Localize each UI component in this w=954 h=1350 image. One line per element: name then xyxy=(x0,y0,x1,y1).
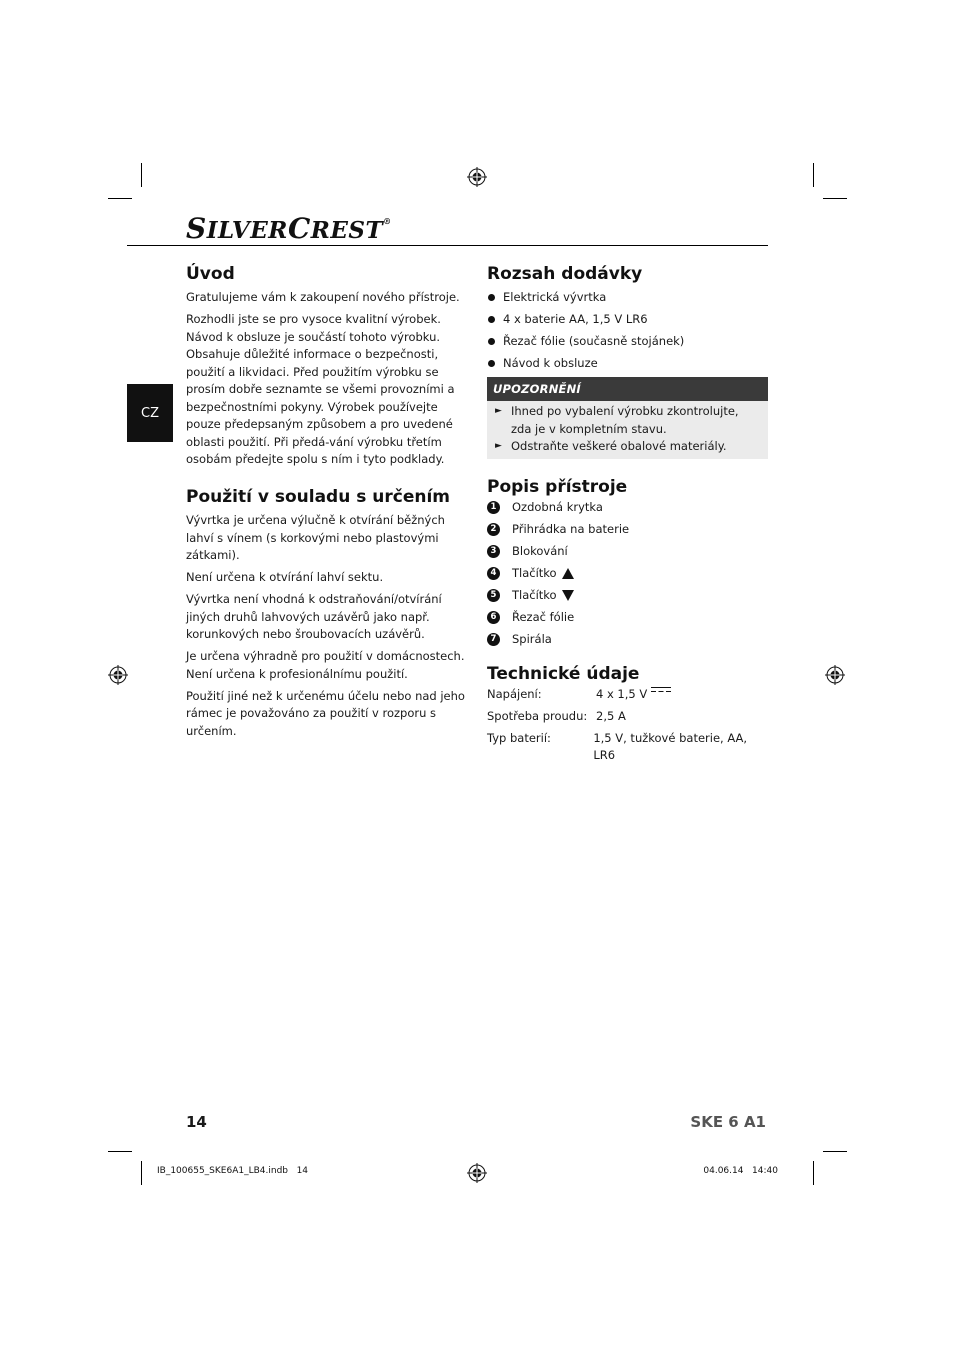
crop-mark xyxy=(823,198,847,199)
list-item: 6 Řezač fólie xyxy=(487,609,768,627)
section-title-use: Použití v souladu s určením xyxy=(186,487,450,507)
direct-current-icon xyxy=(651,686,671,694)
right-column xyxy=(487,262,768,769)
paragraph: Je určena výhradně pro použití v domácnostech. Není určena k profesionálnímu použití. xyxy=(186,649,465,681)
list-item: 1 Ozdobná krytka xyxy=(487,499,768,517)
crop-mark xyxy=(141,1161,142,1185)
paragraph: Gratulujeme vám k zakoupení nového přístroje. xyxy=(186,290,460,304)
number-badge: 5 xyxy=(487,589,500,602)
registration-mark-icon xyxy=(108,665,128,685)
warning-item: ► Ihned po vybalení výrobku zkontrolujte, zda je v kompletním stavu. xyxy=(495,404,739,436)
list-item: 3 Blokování xyxy=(487,543,768,561)
section-title-description: Popis přístroje xyxy=(487,476,628,497)
paragraph: Rozhodli jste se pro vysoce kvalitní výrobek. Návod k obsluze je součástí tohoto výrobku. Obsahuje důležité informace o bezpečnosti, použití a likvidaci. Před použitím výrobku se prosím dobře seznamte se všemi provozními a bezpečnostními pokyny. Výrobek používejte pouze předepsaným způsobem a pro uvedené oblasti použití. Při předá-vání výrobku třetím osobám předejte spolu s ním i tyto podklady. xyxy=(186,312,455,466)
header-rule xyxy=(127,245,768,246)
number-badge: 4 xyxy=(487,567,500,580)
number-badge: 6 xyxy=(487,611,500,624)
triangle-down-icon xyxy=(562,590,574,601)
registration-mark-icon xyxy=(467,167,487,187)
arrow-right-icon: ► xyxy=(495,441,502,451)
crop-mark xyxy=(823,1151,847,1152)
paragraph: Použití jiné než k určenému účelu nebo nad jeho rámec je považováno za použití v rozporu s určením. xyxy=(186,688,465,738)
warning-box xyxy=(487,377,768,459)
list-item: 7 Spirála xyxy=(487,631,768,649)
list-item: 2 Přihrádka na baterie xyxy=(487,521,768,539)
list-item: Elektrická vývrtka xyxy=(487,289,768,307)
paragraph: Vývrtka není vhodná k odstraňování/otvírání jiných druhů lahvových uzávěrů jako např. korunkových nebo šroubovacích uzávěrů. xyxy=(186,592,442,641)
paragraph: Není určena k otvírání lahví sektu. xyxy=(186,570,384,584)
warning-item: ► Odstraňte veškeré obalové materiály. xyxy=(487,438,768,459)
crop-mark xyxy=(141,163,142,187)
page-number: 14 xyxy=(186,1113,207,1131)
print-slug-date: 04.06.14 14:40 xyxy=(703,1166,778,1176)
print-slug-file: IB_100655_SKE6A1_LB4.indb 14 xyxy=(157,1166,309,1176)
list-item: 4 x baterie AA, 1,5 V LR6 xyxy=(487,311,768,329)
crop-mark xyxy=(108,198,132,199)
number-badge: 7 xyxy=(487,633,500,646)
list-item: 5 Tlačítko xyxy=(487,587,768,605)
crop-mark xyxy=(813,1161,814,1185)
section-title-delivery: Rozsah dodávky xyxy=(487,264,643,284)
spec-row: Napájení: 4 x 1,5 V xyxy=(487,686,768,704)
model-number: SKE 6 A1 xyxy=(690,1113,766,1131)
number-badge: 3 xyxy=(487,545,500,558)
crop-mark xyxy=(813,163,814,187)
list-item: 4 Tlačítko xyxy=(487,565,768,583)
paragraph: Vývrtka je určena výlučně k otvírání běžných lahví s vínem (s korkovými nebo plastovými zátkami). xyxy=(186,513,445,562)
list-item: Řezač fólie (současně stojánek) xyxy=(487,333,768,351)
brand-logo: SILVERCREST® xyxy=(186,212,392,245)
section-title-intro: Úvod xyxy=(186,264,235,284)
list-item: Návod k obsluze xyxy=(487,355,768,373)
section-title-tech: Technické údaje xyxy=(487,663,640,684)
registration-mark-icon xyxy=(825,665,845,685)
spec-row: Spotřeba proudu: 2,5 A xyxy=(487,708,626,723)
number-badge: 2 xyxy=(487,523,500,536)
left-column xyxy=(186,262,468,745)
language-tab: CZ xyxy=(127,384,173,442)
arrow-right-icon: ► xyxy=(495,406,502,416)
warning-title: UPOZORNĚNÍ xyxy=(487,377,768,401)
registration-mark-icon xyxy=(467,1163,487,1183)
triangle-up-icon xyxy=(562,568,574,579)
number-badge: 1 xyxy=(487,501,500,514)
spec-row: Typ baterií: 1,5 V, tužkové baterie, AA, LR6 xyxy=(487,730,748,762)
delivery-list xyxy=(487,289,768,373)
crop-mark xyxy=(108,1151,132,1152)
parts-list xyxy=(487,499,768,649)
